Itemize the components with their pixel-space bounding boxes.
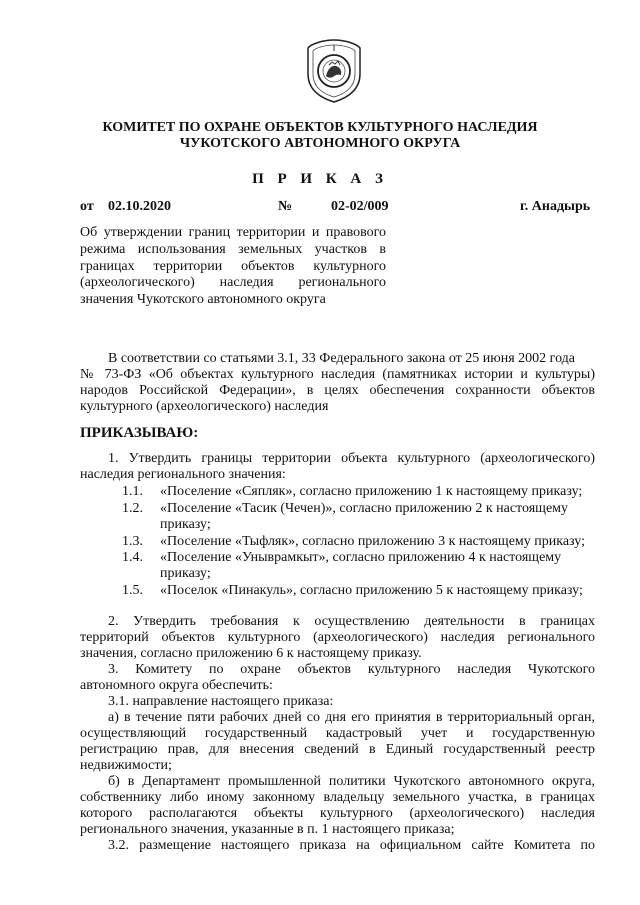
preamble-line-2: № 73-ФЗ «Об объектах культурного наследия (памятниках истории и культуры) [80,367,595,382]
document-place: г. Анадырь [520,199,591,214]
p1-line-2: наследия регионального значения: [80,467,286,482]
list-item: «Поселок «Пинакуль», согласно приложению 5 к настоящему приказу; [160,583,583,598]
p2-line-3: значения, согласно приложению 6 к настоящему приказу. [80,646,422,661]
pa-line-2: осуществляющий государственный кадастровый учет и государственную [80,726,595,741]
order-heading: ПРИКАЗЫВАЮ: [80,425,199,441]
p3-line-3: 3.1. направление настоящего приказа: [108,694,334,709]
coat-of-arms-emblem [305,38,363,104]
list-item: «Поселение «Тыфляк», согласно приложению 3 к настоящему приказу; [160,534,585,549]
number-sign: № [278,199,293,214]
organization-name [0,120,640,152]
list-item: «Поселение «Тасик (Чечен)», согласно приложению 2 к настоящему приказу; [160,501,569,532]
list-item: «Поселение «Уныврамкыт», согласно приложению 4 к настоящему приказу; [160,550,562,581]
org-line-1: КОМИТЕТ ПО ОХРАНЕ ОБЪЕКТОВ КУЛЬТУРНОГО НАСЛЕДИЯ [102,120,538,135]
pb-line-4: регионального значения, указанные в п. 1 настоящего приказа; [80,822,455,837]
preamble-line-4: культурного (археологического) наследия [80,399,329,414]
list-item-number: 1.1. [122,484,143,499]
org-line-2: ЧУКОТСКОГО АВТОНОМНОГО ОКРУГА [179,136,461,151]
pa-line-3: регистрацию прав, для внесения сведений в Единый государственный реестр [80,742,595,757]
list-item: «Поселение «Сяпляк», согласно приложению 1 к настоящему приказу; [160,484,583,499]
preamble-line-3: народов Российской Федерации», в целях обеспечения сохранности объектов [80,383,595,398]
p3-line-1: 3. Комитету по охране объектов культурного наследия Чукотского [108,662,595,677]
pa-line-4: недвижимости; [80,758,172,773]
document-date: 02.10.2020 [108,199,171,214]
p3-line-2: автономного округа обеспечить: [80,678,273,693]
p2-line-1: 2. Утвердить требования к осуществлению деятельности в границах [108,614,595,629]
list-item-number: 1.4. [122,550,143,565]
list-item-number: 1.3. [122,534,143,549]
pb-line-3: которого располагаются объекты культурного (археологического) наследия [80,806,595,821]
preamble-line-1: В соответствии со статьями 3.1, 33 Федерального закона от 25 июня 2002 года [108,351,576,366]
pa-line-1: а) в течение пяти рабочих дней со дня его принятия в территориальный орган, [108,710,595,725]
p1-line-1: 1. Утвердить границы территории объекта культурного (археологического) [108,451,595,466]
p2-line-2: территорий объектов культурного (археологического) наследия регионального [80,630,595,645]
list-item-number: 1.5. [122,583,143,598]
p32-line-1: 3.2. размещение настоящего приказа на официальном сайте Комитета по [108,838,595,853]
document-number: 02-02/009 [331,199,389,214]
pb-line-1: б) в Департамент промышленной политики Чукотского автономного округа, [108,774,595,789]
pb-line-2: собственнику либо иному законному владельцу земельного участка, в границах [80,790,595,805]
date-prefix: от [80,199,94,214]
document-type-title: П Р И К А З [252,171,388,187]
order-subject: Об утверждении границ территории и правового режима использования земельных участков в границах территории объектов культурного (археологического) наследия регионального значения Чукотского автономного округа [80,225,386,308]
list-item-number: 1.2. [122,501,143,516]
